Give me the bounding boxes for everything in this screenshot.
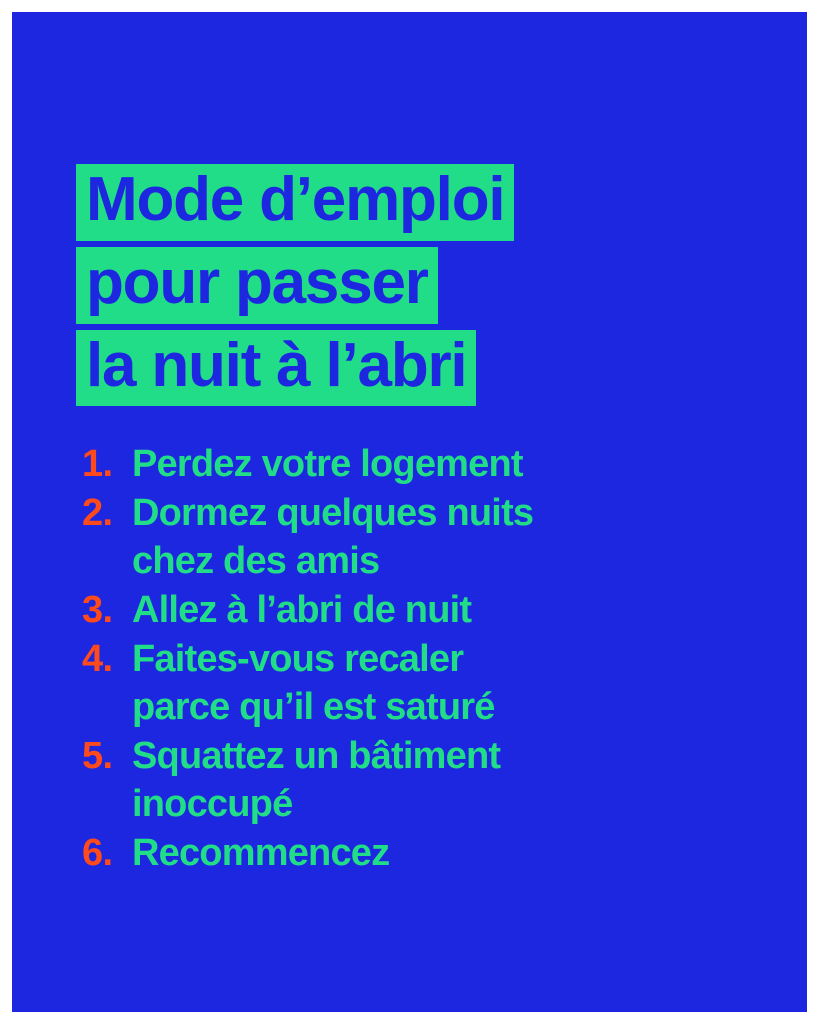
- title-line-1: Mode d’emploi: [76, 164, 514, 241]
- list-item-line-1: Faites-vous recaler: [132, 637, 464, 680]
- title-line-2: pour passer: [76, 247, 438, 324]
- list-item-number: 3.: [82, 588, 113, 631]
- list-item: [74, 489, 754, 586]
- list-item-line-1: Squattez un bâtiment: [132, 734, 501, 777]
- list-item-line-1: Recommencez: [132, 832, 390, 874]
- list-item-number: 5.: [82, 734, 113, 777]
- title-line-3: la nuit à l’abri: [76, 330, 476, 407]
- list-item-text: [132, 489, 533, 586]
- list-item-line-1: Perdez votre logement: [132, 443, 523, 485]
- list-item-number: 6.: [82, 832, 113, 874]
- list-item-text: [132, 586, 471, 635]
- list-item-number: 2.: [82, 491, 113, 534]
- list-item-line-2: parce qu’il est saturé: [132, 686, 495, 729]
- list-item-line-1: Dormez quelques nuits: [132, 491, 534, 534]
- list-item: [74, 732, 754, 829]
- list-item-line-2: chez des amis: [132, 540, 380, 583]
- poster-canvas: [12, 12, 807, 1012]
- list-item: [74, 635, 754, 732]
- poster-title: [76, 164, 716, 412]
- list-item-number: 4.: [82, 637, 113, 680]
- list-item-text: [132, 732, 500, 829]
- list-item-line-1: Allez à l’abri de nuit: [132, 588, 472, 631]
- list-item-text: [132, 829, 389, 878]
- instructions-list: [74, 440, 754, 878]
- list-item-line-2: inoccupé: [132, 783, 293, 826]
- list-item-number: 1.: [82, 443, 113, 485]
- list-item-text: [132, 635, 495, 732]
- list-item: [74, 829, 754, 878]
- list-item: [74, 586, 754, 635]
- list-item: [74, 440, 754, 489]
- list-item-text: [132, 440, 523, 489]
